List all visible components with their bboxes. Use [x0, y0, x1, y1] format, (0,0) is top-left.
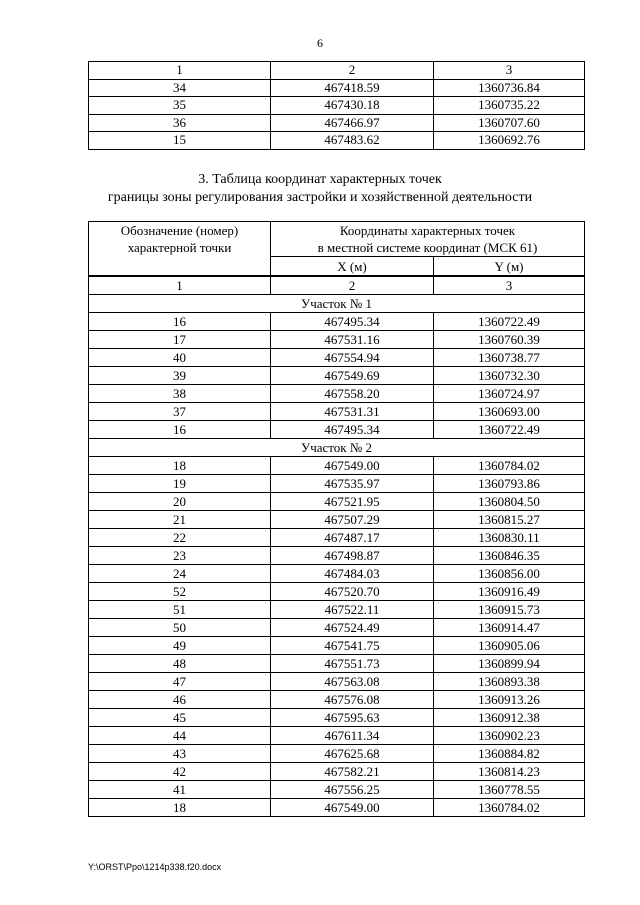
table-row — [89, 709, 585, 727]
table-row — [89, 385, 585, 403]
top-table-body — [89, 62, 585, 150]
x-coordinate-cell: 467556.25 — [271, 781, 434, 799]
y-coordinate-cell: 1360722.49 — [434, 313, 585, 331]
section-title-cell: Участок № 2 — [89, 439, 585, 457]
y-coordinate-cell: 1360793.86 — [434, 475, 585, 493]
table-row — [89, 421, 585, 439]
table-row — [89, 691, 585, 709]
y-coordinate-cell: 3 — [434, 62, 585, 80]
y-coordinate-cell: 1360784.02 — [434, 457, 585, 475]
point-id-cell: 38 — [89, 385, 271, 403]
point-id-cell: 18 — [89, 457, 271, 475]
x-coordinate-cell: 467522.11 — [271, 601, 434, 619]
x-coordinate-cell: 467549.69 — [271, 367, 434, 385]
x-coordinate-cell: 467507.29 — [271, 511, 434, 529]
x-coordinate-cell: 467563.08 — [271, 673, 434, 691]
y-coordinate-cell: 1360707.60 — [434, 114, 585, 132]
col1-header-line1: Обозначение (номер) — [120, 223, 239, 238]
x-coordinate-cell: 467554.94 — [271, 349, 434, 367]
point-id-cell: 42 — [89, 763, 271, 781]
y-coordinate-cell: 1360692.76 — [434, 132, 585, 150]
y-coordinate-cell: 1360902.23 — [434, 727, 585, 745]
x-coordinate-cell: 2 — [271, 62, 434, 80]
table-row — [89, 475, 585, 493]
x-coordinate-cell: 467595.63 — [271, 709, 434, 727]
point-id-cell: 17 — [89, 331, 271, 349]
table-row — [89, 313, 585, 331]
y-coordinate-cell: 1360913.26 — [434, 691, 585, 709]
x-coordinate-cell: 467549.00 — [271, 457, 434, 475]
y-coordinate-cell: 1360893.38 — [434, 673, 585, 691]
x-header: X (м) — [271, 257, 434, 277]
table-row — [89, 673, 585, 691]
point-id-cell: 50 — [89, 619, 271, 637]
x-coordinate-cell: 467466.97 — [271, 114, 434, 132]
x-coordinate-cell: 467558.20 — [271, 385, 434, 403]
section-title-line2: границы зоны регулирования застройки и хозяйственной деятельности — [107, 190, 533, 205]
table-row — [89, 799, 585, 817]
table-row — [89, 763, 585, 781]
main-table-body — [89, 295, 585, 817]
y-header: Y (м) — [434, 257, 585, 277]
y-coordinate-cell: 1360804.50 — [434, 493, 585, 511]
y-coordinate-cell: 1360815.27 — [434, 511, 585, 529]
x-coordinate-cell: 467535.97 — [271, 475, 434, 493]
x-coordinate-cell: 467495.34 — [271, 313, 434, 331]
section-title-line1: 3. Таблица координат характерных точек — [198, 172, 442, 187]
point-id-cell: 34 — [89, 79, 271, 97]
point-id-cell: 35 — [89, 97, 271, 115]
table-row — [89, 367, 585, 385]
table-row — [89, 655, 585, 673]
x-coordinate-cell: 467551.73 — [271, 655, 434, 673]
x-coordinate-cell: 467483.62 — [271, 132, 434, 150]
point-id-cell: 36 — [89, 114, 271, 132]
y-coordinate-cell: 1360884.82 — [434, 745, 585, 763]
x-coordinate-cell: 467430.18 — [271, 97, 434, 115]
x-coordinate-cell: 467521.95 — [271, 493, 434, 511]
point-id-cell: 48 — [89, 655, 271, 673]
coords-header-line2: в местной системе координат (МСК 61) — [317, 240, 538, 255]
table-row — [89, 745, 585, 763]
y-coordinate-cell: 1360784.02 — [434, 799, 585, 817]
table-row — [89, 511, 585, 529]
x-coordinate-cell: 467418.59 — [271, 79, 434, 97]
x-coordinate-cell: 467484.03 — [271, 565, 434, 583]
y-coordinate-cell: 1360722.49 — [434, 421, 585, 439]
point-id-cell: 49 — [89, 637, 271, 655]
y-coordinate-cell: 1360846.35 — [434, 547, 585, 565]
x-coordinate-cell: 467524.49 — [271, 619, 434, 637]
table-row — [89, 403, 585, 421]
point-id-cell: 45 — [89, 709, 271, 727]
x-coordinate-cell: 467576.08 — [271, 691, 434, 709]
point-id-cell: 51 — [89, 601, 271, 619]
point-id-cell: 44 — [89, 727, 271, 745]
table-row — [89, 349, 585, 367]
table-row — [89, 79, 585, 97]
point-id-cell: 37 — [89, 403, 271, 421]
point-id-cell: 16 — [89, 313, 271, 331]
coords-header — [271, 222, 585, 257]
y-coordinate-cell: 1360912.38 — [434, 709, 585, 727]
table-row — [89, 97, 585, 115]
column-number-3: 3 — [434, 276, 585, 295]
top-coordinates-table — [88, 61, 585, 150]
page-number: 6 — [317, 36, 323, 50]
x-coordinate-cell: 467611.34 — [271, 727, 434, 745]
table-row — [89, 493, 585, 511]
table-row — [89, 781, 585, 799]
table-row — [89, 457, 585, 475]
y-coordinate-cell: 1360915.73 — [434, 601, 585, 619]
y-coordinate-cell: 1360830.11 — [434, 529, 585, 547]
table-row — [89, 727, 585, 745]
point-id-cell: 20 — [89, 493, 271, 511]
table-row — [89, 547, 585, 565]
y-coordinate-cell: 1360856.00 — [434, 565, 585, 583]
table-row — [89, 132, 585, 150]
main-coordinates-table — [88, 221, 585, 817]
x-coordinate-cell: 467520.70 — [271, 583, 434, 601]
point-id-cell: 22 — [89, 529, 271, 547]
point-id-cell: 52 — [89, 583, 271, 601]
y-coordinate-cell: 1360736.84 — [434, 79, 585, 97]
point-id-cell: 16 — [89, 421, 271, 439]
y-coordinate-cell: 1360914.47 — [434, 619, 585, 637]
y-coordinate-cell: 1360735.22 — [434, 97, 585, 115]
point-id-cell: 19 — [89, 475, 271, 493]
point-id-cell: 40 — [89, 349, 271, 367]
point-id-cell: 1 — [89, 62, 271, 80]
y-coordinate-cell: 1360899.94 — [434, 655, 585, 673]
footer-file-path: Y:\ORST\Ppo\1214p338.f20.docx — [88, 862, 222, 872]
y-coordinate-cell: 1360778.55 — [434, 781, 585, 799]
table-row — [89, 331, 585, 349]
y-coordinate-cell: 1360916.49 — [434, 583, 585, 601]
x-coordinate-cell: 467498.87 — [271, 547, 434, 565]
point-id-cell: 46 — [89, 691, 271, 709]
y-coordinate-cell: 1360905.06 — [434, 637, 585, 655]
point-id-cell: 23 — [89, 547, 271, 565]
section-title — [0, 171, 640, 207]
table-row — [89, 529, 585, 547]
point-id-cell: 18 — [89, 799, 271, 817]
y-coordinate-cell: 1360738.77 — [434, 349, 585, 367]
table-row — [89, 583, 585, 601]
table-row — [89, 565, 585, 583]
y-coordinate-cell: 1360732.30 — [434, 367, 585, 385]
x-coordinate-cell: 467582.21 — [271, 763, 434, 781]
point-id-cell: 15 — [89, 132, 271, 150]
column-number-2: 2 — [271, 276, 434, 295]
section-row — [89, 439, 585, 457]
y-coordinate-cell: 1360760.39 — [434, 331, 585, 349]
y-coordinate-cell: 1360693.00 — [434, 403, 585, 421]
x-coordinate-cell: 467625.68 — [271, 745, 434, 763]
x-coordinate-cell: 467541.75 — [271, 637, 434, 655]
col1-header-line2: характерной точки — [127, 240, 232, 255]
table-row — [89, 601, 585, 619]
section-row — [89, 295, 585, 313]
top-table-header-row — [89, 62, 585, 80]
x-coordinate-cell: 467531.16 — [271, 331, 434, 349]
point-id-cell: 43 — [89, 745, 271, 763]
point-id-cell: 47 — [89, 673, 271, 691]
col1-header — [89, 222, 271, 277]
point-id-cell: 39 — [89, 367, 271, 385]
y-coordinate-cell: 1360724.97 — [434, 385, 585, 403]
x-coordinate-cell: 467487.17 — [271, 529, 434, 547]
point-id-cell: 21 — [89, 511, 271, 529]
point-id-cell: 24 — [89, 565, 271, 583]
table-row — [89, 637, 585, 655]
x-coordinate-cell: 467549.00 — [271, 799, 434, 817]
x-coordinate-cell: 467495.34 — [271, 421, 434, 439]
x-coordinate-cell: 467531.31 — [271, 403, 434, 421]
table-row — [89, 114, 585, 132]
y-coordinate-cell: 1360814.23 — [434, 763, 585, 781]
point-id-cell: 41 — [89, 781, 271, 799]
column-number-1: 1 — [89, 276, 271, 295]
table-row — [89, 619, 585, 637]
coords-header-line1: Координаты характерных точек — [339, 223, 516, 238]
section-title-cell: Участок № 1 — [89, 295, 585, 313]
